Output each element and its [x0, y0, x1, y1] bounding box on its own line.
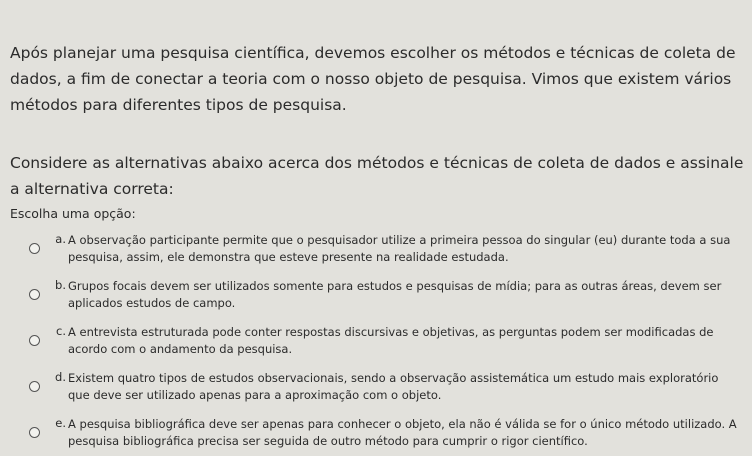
option-text: A pesquisa bibliográfica deve ser apenas para conhecer o objeto, ela não é válida se for o único método utilizado. A pesquisa bibliográfica precisa ser seguida de outro método para cumprir o rigor científico. [68, 417, 737, 448]
option-text: A entrevista estruturada pode conter respostas discursivas e objetivas, as perguntas podem ser modificadas de acordo com o andamento da pesquisa. [68, 325, 714, 356]
options-list [0, 226, 752, 456]
radio-option-e[interactable] [29, 427, 40, 438]
radio-option-d[interactable] [29, 381, 40, 392]
question-intro: Após planejar uma pesquisa científica, devemos escolher os métodos e técnicas de coleta de dados, a fim de conectar a teoria com o nosso objeto de pesquisa. Vimos que existem vários métodos para diferentes tipos de pesquisa. [10, 44, 736, 114]
option-letter: d. [55, 370, 66, 384]
radio-option-b[interactable] [29, 289, 40, 300]
option-letter: a. [55, 232, 66, 246]
choose-label: Escolha uma opção: [10, 206, 136, 221]
option-e[interactable] [0, 410, 752, 456]
radio-option-a[interactable] [29, 243, 40, 254]
option-text: Grupos focais devem ser utilizados somente para estudos e pesquisas de mídia; para as outras áreas, devem ser aplicados estudos de campo. [68, 279, 722, 310]
option-letter: b. [55, 278, 66, 292]
question-prompt: Considere as alternativas abaixo acerca dos métodos e técnicas de coleta de dados e assinale a alternativa correta: [10, 154, 744, 198]
option-text: A observação participante permite que o pesquisador utilize a primeira pessoa do singular (eu) durante toda a sua pesquisa, assim, ele demonstra que esteve presente na realidade estudada. [68, 233, 731, 264]
option-letter: c. [56, 324, 66, 338]
radio-option-c[interactable] [29, 335, 40, 346]
option-a[interactable] [0, 226, 752, 272]
option-text: Existem quatro tipos de estudos observacionais, sendo a observação assistemática um estudo mais exploratório que deve ser utilizado apenas para a aproximação com o objeto. [68, 371, 719, 402]
option-c[interactable] [0, 318, 752, 364]
option-d[interactable] [0, 364, 752, 410]
option-letter: e. [55, 416, 66, 430]
option-b[interactable] [0, 272, 752, 318]
